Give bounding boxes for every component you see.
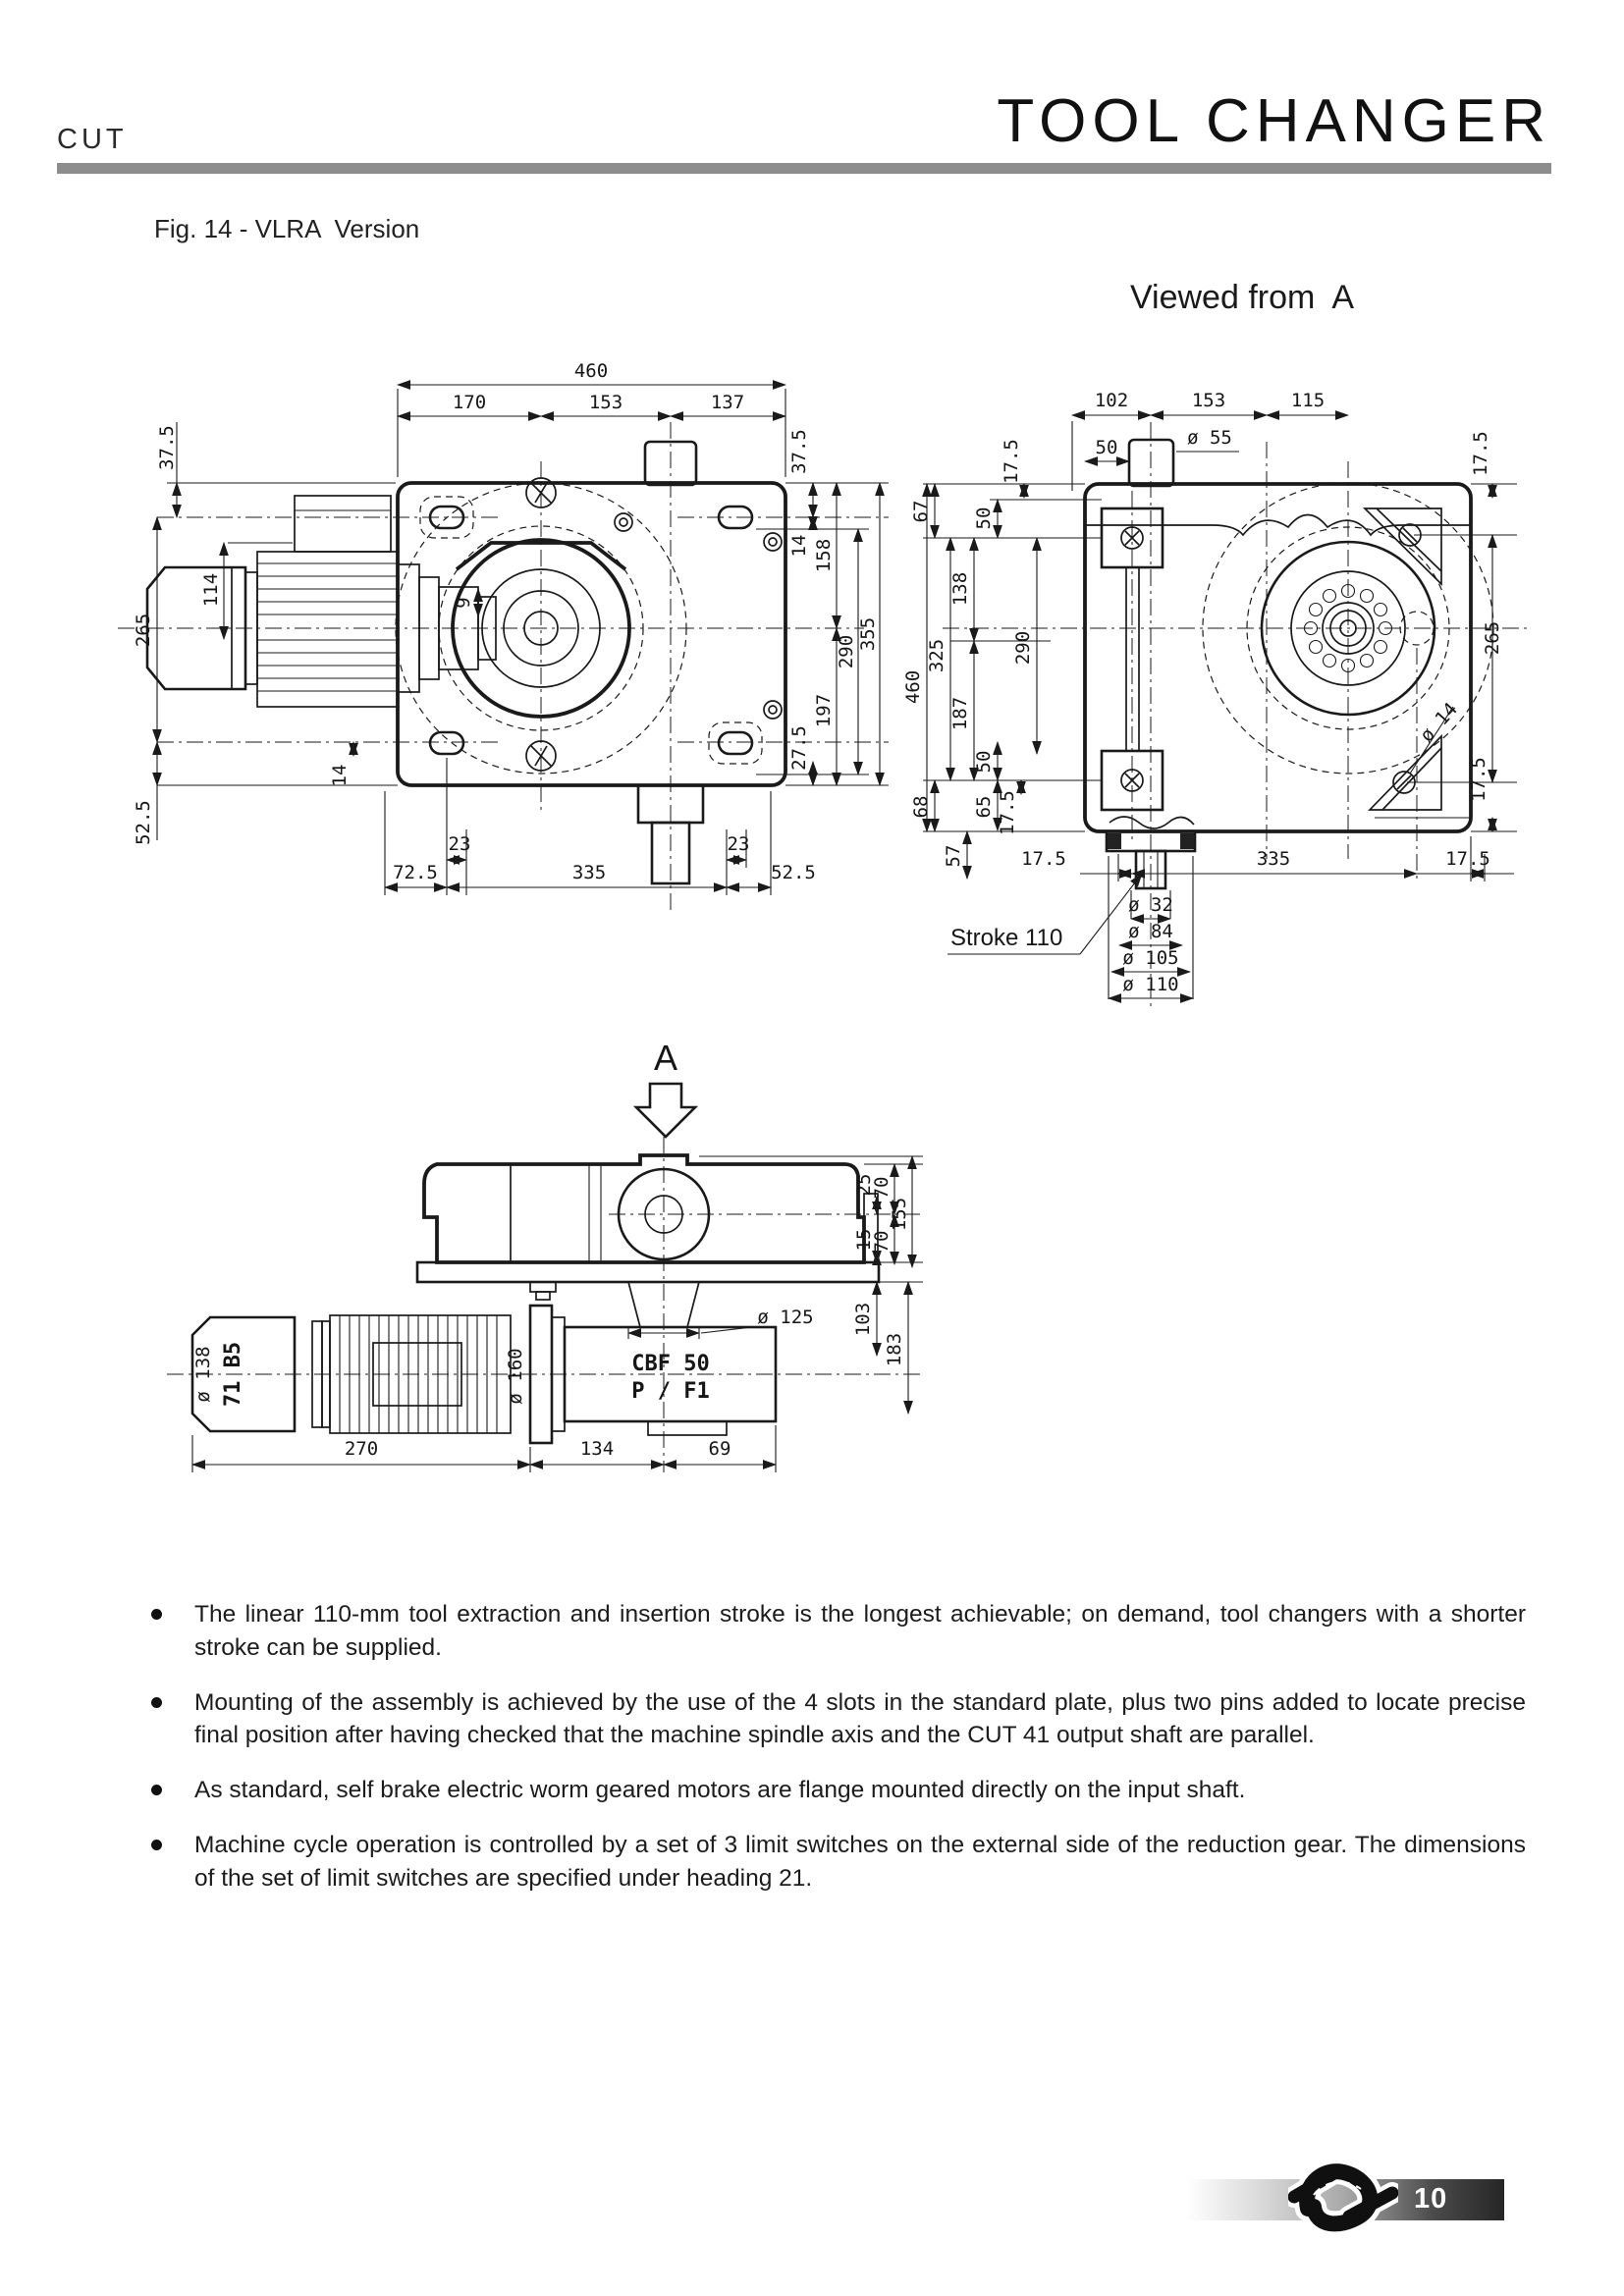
- side-dim-175-lt: 17.5: [1001, 439, 1022, 484]
- front-dim-14-right: 14: [788, 534, 810, 558]
- front-dim-overall-width: 460: [573, 360, 609, 382]
- section-marker-label: A: [653, 1038, 678, 1078]
- top-dim-25: 25: [853, 1173, 875, 1197]
- front-dim-170: 170: [452, 392, 487, 413]
- side-dim-dia84: ø 84: [1128, 921, 1173, 942]
- stroke-annotation: Stroke 110: [950, 925, 1063, 951]
- side-dim-dia14: ø 14: [1416, 698, 1463, 747]
- front-dim-14-bottom: 14: [329, 764, 351, 787]
- side-dim-102: 102: [1094, 390, 1129, 411]
- side-dim-50-top: 50: [1095, 437, 1118, 458]
- section-marker-a: [636, 1038, 695, 1137]
- front-dim-525-bottom: 52.5: [771, 862, 816, 883]
- bullet-icon: [151, 1609, 162, 1620]
- side-dim-460: 460: [902, 669, 924, 705]
- front-dim-153: 153: [588, 392, 623, 413]
- side-dim-57: 57: [943, 844, 964, 868]
- side-dim-115: 115: [1290, 390, 1326, 411]
- brand-logo-text: CUT: [57, 124, 128, 155]
- front-dim-290: 290: [836, 634, 857, 669]
- top-dim-dia160: ø 160: [505, 1348, 526, 1405]
- front-view-drawing: [118, 360, 889, 913]
- side-dim-290: 290: [1012, 630, 1034, 666]
- front-dim-265: 265: [133, 613, 154, 648]
- bullet-text: The linear 110-mm tool extraction and insertion stroke is the longest achievable; on demand, tool changers with a shorter stroke can be supplied.: [194, 1601, 1526, 1661]
- side-dim-175-lb: 17.5: [997, 790, 1018, 835]
- front-dim-23-right: 23: [727, 833, 750, 855]
- list-item: [147, 1829, 1526, 1896]
- side-dim-dia105: ø 105: [1122, 947, 1179, 969]
- side-dim-65: 65: [973, 795, 995, 819]
- side-dim-50-l2: 50: [973, 750, 995, 774]
- top-dim-155: 155: [889, 1197, 910, 1232]
- side-view-drawing: [902, 390, 1532, 1011]
- bullet-icon: [151, 1840, 162, 1850]
- front-dim-197: 197: [813, 693, 835, 728]
- top-dim-270: 270: [344, 1438, 379, 1460]
- top-dim-dia125: ø 125: [757, 1307, 814, 1328]
- front-dim-23-left: 23: [448, 833, 471, 855]
- front-dim-9: 9: [453, 597, 474, 609]
- bullet-icon: [151, 1697, 162, 1708]
- top-dim-103: 103: [852, 1302, 874, 1337]
- side-dim-68: 68: [910, 795, 932, 819]
- side-dim-138: 138: [949, 571, 971, 607]
- list-item: [147, 1686, 1526, 1753]
- bullet-text: Mounting of the assembly is achieved by the use of the 4 slots in the standard plate, plus two pins added to locate precise final position after having checked that the machine spindle axis and the CUT 41 output shaft are parallel.: [194, 1688, 1526, 1749]
- top-dim-15: 15: [853, 1228, 875, 1252]
- page-title: TOOL CHANGER: [997, 87, 1551, 155]
- knot-logo-icon: [1288, 2150, 1398, 2236]
- top-dim-70a: 70: [871, 1176, 893, 1200]
- side-dim-dia110: ø 110: [1122, 974, 1179, 995]
- side-dim-187: 187: [949, 696, 971, 731]
- side-dim-265: 265: [1482, 620, 1503, 656]
- side-dim-175-b1: 17.5: [1021, 848, 1066, 870]
- top-dim-134: 134: [579, 1438, 615, 1460]
- side-dim-325: 325: [926, 638, 947, 673]
- front-dim-525-left: 52.5: [133, 800, 154, 845]
- bullet-text: As standard, self brake electric worm geared motors are flange mounted directly on the input shaft.: [194, 1777, 1246, 1804]
- page-number: 10: [1414, 2183, 1448, 2215]
- front-dim-375-right: 37.5: [788, 429, 810, 474]
- header-rule: [57, 163, 1551, 174]
- side-dim-335: 335: [1256, 848, 1291, 870]
- top-dim-70b: 70: [871, 1230, 893, 1254]
- bullet-icon: [151, 1785, 162, 1795]
- view-from-a-label: Viewed from A: [1129, 279, 1355, 316]
- side-dim-175-b2: 17.5: [1445, 848, 1490, 870]
- figure-caption: Fig. 14 - VLRA Version: [154, 214, 420, 243]
- front-dim-355: 355: [857, 616, 879, 652]
- side-dim-67: 67: [910, 500, 932, 523]
- side-dim-175-rt: 17.5: [1470, 431, 1491, 476]
- top-dim-dia138: ø 138: [192, 1346, 214, 1403]
- front-dim-375-left: 37.5: [156, 425, 178, 470]
- front-dim-335: 335: [571, 862, 607, 883]
- side-dim-175-rb: 17.5: [1468, 757, 1489, 802]
- front-dim-158: 158: [813, 538, 835, 573]
- list-item: [147, 1598, 1526, 1665]
- list-item: [147, 1774, 1526, 1807]
- front-dim-275: 27.5: [788, 725, 810, 771]
- bullet-text: Machine cycle operation is controlled by a set of 3 limit switches on the external side of the reduction gear. The dimensions of the set of limit switches are specified under heading 21.: [194, 1831, 1526, 1892]
- front-dim-114: 114: [200, 572, 222, 608]
- gearbox-model-line1: CBF 50: [631, 1352, 710, 1376]
- side-dim-dia32: ø 32: [1128, 894, 1173, 916]
- front-dim-137: 137: [710, 392, 745, 413]
- side-dim-50-l1: 50: [973, 507, 995, 530]
- motor-frame-label: 71 B5: [221, 1341, 245, 1408]
- side-dim-dia55: ø 55: [1187, 427, 1232, 449]
- bullet-list: [147, 1598, 1526, 1917]
- front-dim-725: 72.5: [393, 862, 438, 883]
- side-dim-153: 153: [1191, 390, 1226, 411]
- top-dim-183: 183: [884, 1332, 905, 1367]
- top-view-drawing: [167, 1137, 923, 1472]
- top-dim-69: 69: [708, 1438, 731, 1460]
- gearbox-model-line2: P / F1: [631, 1379, 710, 1404]
